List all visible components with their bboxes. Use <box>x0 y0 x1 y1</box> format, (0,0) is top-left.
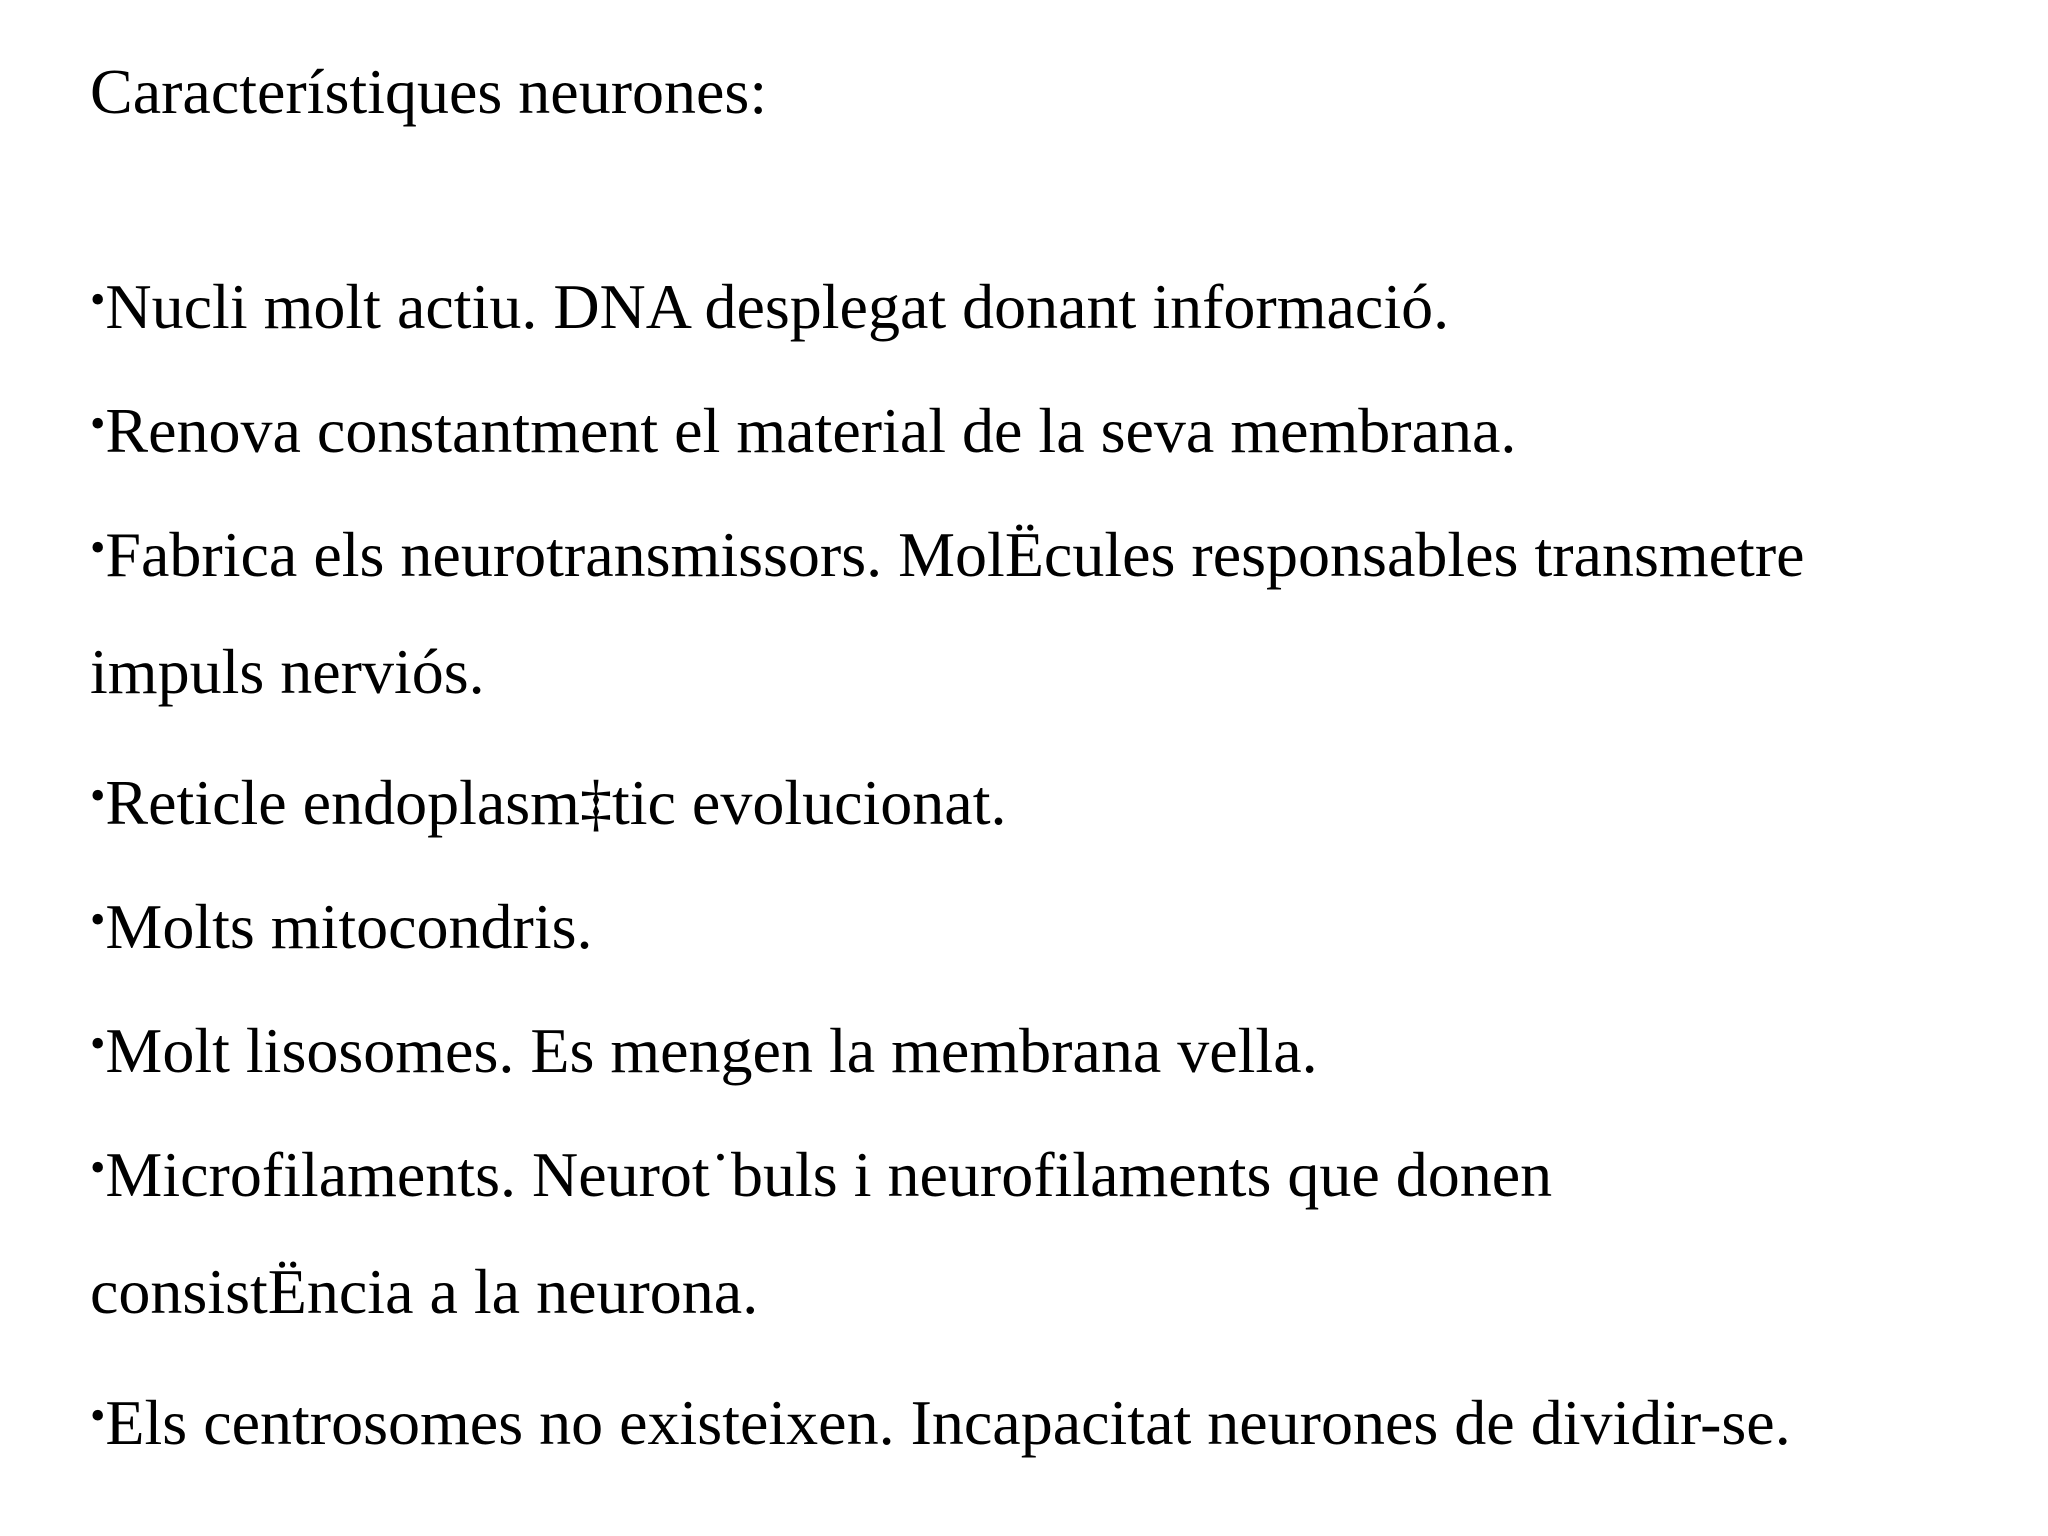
list-item-text: Els centrosomes no existeixen. Incapacitat neurones de dividir-se. <box>105 1387 1791 1458</box>
bullet-icon: • <box>90 399 106 448</box>
list-item <box>90 1128 2020 1252</box>
list-item-text: Reticle endoplasm‡tic evolucionat. <box>105 767 1007 838</box>
list-item-text: Molts mitocondris. <box>105 891 593 962</box>
bullet-icon: • <box>90 523 106 572</box>
list-item-continuation <box>90 632 2020 756</box>
bullet-icon: • <box>90 275 106 324</box>
list-item-text: impuls nerviós. <box>90 636 485 707</box>
list-item <box>90 1004 2020 1128</box>
bullet-icon: • <box>90 1143 106 1192</box>
list-item <box>90 508 2020 632</box>
list-item-text: Nucli molt actiu. DNA desplegat donant informació. <box>105 271 1450 342</box>
list-item-text: consistËncia a la neurona. <box>90 1256 759 1327</box>
bullet-icon: • <box>90 1019 106 1068</box>
list-item-text: Microfilaments. Neurot˙buls i neurofilaments que donen <box>105 1139 1553 1210</box>
list-item <box>90 384 2020 508</box>
list-item <box>90 1376 2020 1500</box>
list-item <box>90 756 2020 880</box>
list-item <box>90 260 2020 384</box>
bullet-icon: • <box>90 1391 106 1440</box>
slide-title: Característiques neurones: <box>90 56 768 127</box>
list-item-text: Molt lisosomes. Es mengen la membrana vella. <box>105 1015 1318 1086</box>
list-item-text: Fabrica els neurotransmissors. MolËcules responsables transmetre <box>105 519 1805 590</box>
bullet-icon: • <box>90 771 106 820</box>
list-item-continuation <box>90 1252 2020 1376</box>
bullet-list <box>90 260 2020 1500</box>
bullet-icon: • <box>90 895 106 944</box>
list-item <box>90 880 2020 1004</box>
list-item-text: Renova constantment el material de la seva membrana. <box>105 395 1517 466</box>
